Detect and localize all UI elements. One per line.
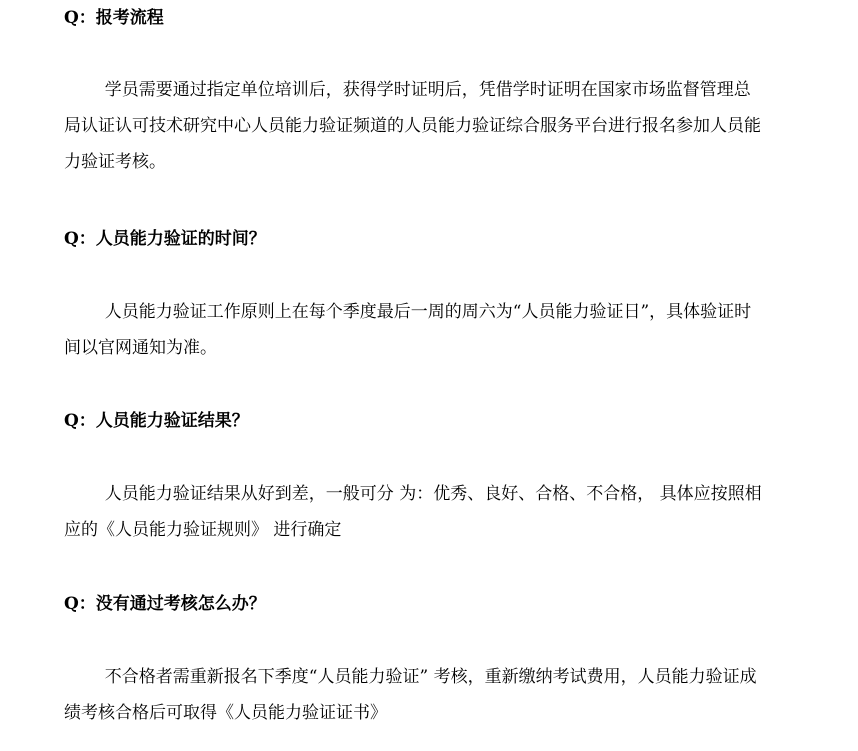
faq-answer-4: 不合格者需重新报名下季度“人员能力验证” 考核，重新缴纳考试费用，人员能力验证成绩考核合格后可取得《人员能力验证证书》 (64, 667, 757, 723)
faq-question-3: Q：人员能力验证结果？ (64, 411, 249, 431)
faq-question-4: Q：没有通过考核怎么办？ (64, 594, 266, 614)
faq-answer-3: 人员能力验证结果从好到差，一般可分 为：优秀、良好、合格、不合格， 具体应按照相应的《人员能力验证规则》 进行确定 (64, 484, 762, 540)
faq-answer-2: 人员能力验证工作原则上在每个季度最后一周的周六为“人员能力验证日”，具体验证时间以官网通知为准。 (64, 302, 752, 358)
faq-question-1: Q：报考流程 (64, 8, 164, 28)
faq-question-2: Q：人员能力验证的时间？ (64, 229, 266, 249)
faq-answer-1: 学员需要通过指定单位培训后，获得学时证明后，凭借学时证明在国家市场监督管理总局认证认可技术研究中心人员能力验证频道的人员能力验证综合服务平台进行报名参加人员能力验证考核。 (64, 80, 761, 172)
